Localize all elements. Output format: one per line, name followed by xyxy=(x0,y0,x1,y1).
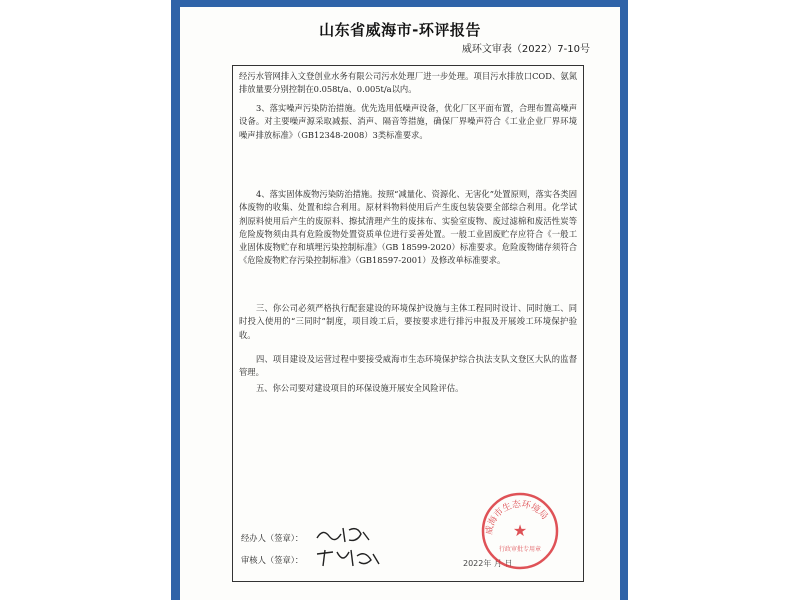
approval-date: 2022年 月 日 xyxy=(463,559,513,568)
paragraph-2: 3、落实噪声污染防治措施。优先选用低噪声设备，优化厂区平面布置，合理布置高噪声设备。对主要噪声源采取减振、消声、隔音等措施，确保厂界噪声符合《工业企业厂界环境噪声排放标准》（GB12348-2008）3类标准要求。 xyxy=(239,103,577,140)
reviewer-label: 审核人（签章）： xyxy=(241,555,304,565)
stamp-text: 威海市生态环境局 xyxy=(484,499,550,536)
paragraph-4: 三、你公司必须严格执行配套建设的环境保护设施与主体工程同时设计、同时施工、同时投入使用的“三同时”制度，项目竣工后，要按要求进行排污申报及开展竣工环境保护验收。 xyxy=(239,303,577,340)
paragraph-1: 经污水管网排入文登创业水务有限公司污水处理厂进一步处理。项目污水排放口COD、氨氮排放量要分别控制在0.058t/a、0.005t/a以内。 xyxy=(239,71,577,95)
paragraph-3: 4、落实固体废物污染防治措施。按照“减量化、资源化、无害化”处置原则，落实各类固体废物的收集、处置和综合利用。原材料物料使用后产生废包装袋要全部综合利用。化学试剂原料使用后产生的废原料、擦拭清理产生的废抹布、实验室废物、废过滤棉和废活性炭等危险废物须由具有危险废物处置资质单位进行妥善处置。一般工业固废贮存应符合《一般工业固体废物贮存和填埋污染控制标准》（GB 18599-2020）标准要求。危险废物储存须符合《危险废物贮存污染控制标准》（GB18597-2001）及修改单标准要求。 xyxy=(239,189,577,266)
document-page xyxy=(180,7,620,600)
reviewer-signature xyxy=(313,546,383,570)
official-stamp xyxy=(480,491,560,571)
paragraph-5: 四、项目建设及运营过程中要接受威海市生态环境保护综合执法支队文登区大队的监督管理。 xyxy=(239,354,577,378)
paragraph-6: 五、你公司要对建设项目的环保设施开展安全风险评估。 xyxy=(256,383,464,393)
handler-signature xyxy=(313,524,373,546)
svg-text:★: ★ xyxy=(512,521,528,540)
handler-label: 经办人（签章）： xyxy=(241,533,304,543)
document-number: 威环文审表（2022）7-10号 xyxy=(461,44,590,55)
stamp-subtext: 行政审批专用章 xyxy=(498,546,542,553)
document-title: 山东省威海市-环评报告 xyxy=(319,21,481,39)
